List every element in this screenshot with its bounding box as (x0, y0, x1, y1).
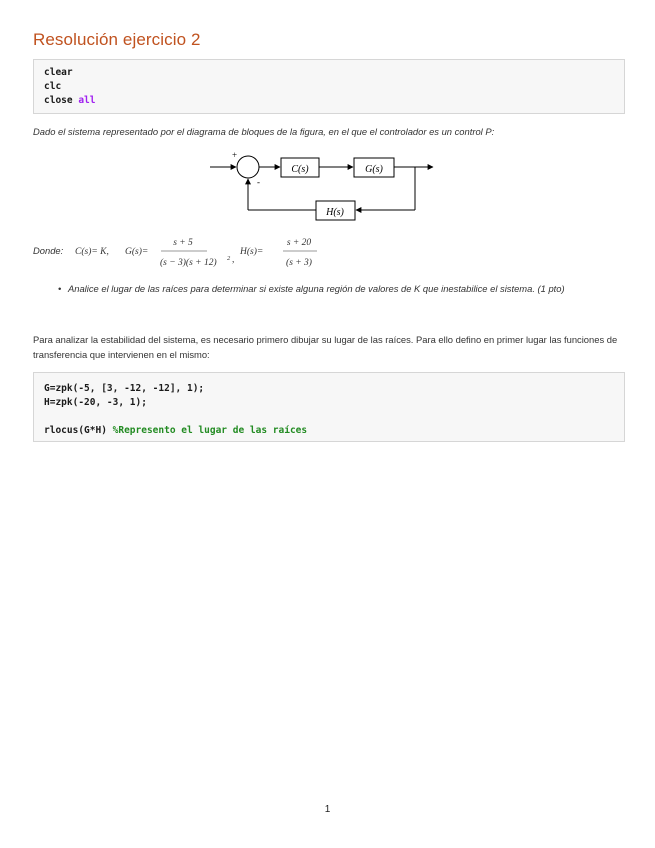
donde-equations (33, 232, 353, 272)
plus-sign: + (232, 150, 238, 160)
h-lhs: H(s)= (240, 247, 264, 257)
code-line (44, 94, 614, 108)
bullet-marker: • (58, 283, 62, 294)
code-line-empty (44, 410, 614, 424)
g-lhs: G(s)= (125, 247, 149, 257)
code-block-1[interactable] (33, 59, 625, 114)
g-numerator: s + 5 (173, 238, 193, 248)
h-denominator: (s + 3) (286, 258, 312, 268)
c-expression: C(s)= K, (75, 247, 109, 257)
donde-label: Donde: (33, 245, 64, 256)
code-line (44, 424, 614, 438)
g-exponent: 2 (227, 255, 231, 262)
code-line: clc (44, 81, 62, 92)
h-numerator: s + 20 (286, 238, 312, 248)
separator: , (232, 255, 235, 265)
code-line: clear (44, 67, 73, 78)
code-line: H=zpk(-20, -3, 1); (44, 397, 147, 408)
code-line: G=zpk(-5, [3, -12, -12], 1); (44, 383, 205, 394)
bullet-text: Analice el lugar de las raíces para determinar si existe alguna región de valores de K que inestabilice el sistema. (1 pto) (68, 283, 565, 294)
minus-sign: - (257, 177, 260, 187)
code-keyword: all (78, 95, 96, 106)
page-number: 1 (324, 804, 331, 815)
code-text: rlocus(G*H) (44, 425, 113, 436)
transfer-functions (33, 232, 353, 272)
block-diagram (200, 145, 445, 225)
list-item (58, 281, 628, 296)
code-text: close (44, 95, 79, 106)
summing-junction (237, 156, 259, 178)
c-block-label: C(s) (291, 164, 309, 175)
body-paragraph: Para analizar la estabilidad del sistema, es necesario primero dibujar su lugar de las raíces. Para ello defino en primer lugar las funciones de transferencia que intervienen en el mismo: (33, 334, 618, 360)
h-block-label: H(s) (326, 207, 344, 218)
code-comment: %Represento el lugar de las raíces (112, 425, 308, 436)
intro-text: Dado el sistema representado por el diagrama de bloques de la figura, en el que el controlador es un control P: (33, 126, 495, 137)
page-title: Resolución ejercicio 2 (33, 30, 201, 49)
g-denominator: (s − 3)(s + 12) (160, 258, 217, 268)
code-block-2[interactable] (33, 372, 625, 442)
g-block-label: G(s) (365, 164, 383, 175)
